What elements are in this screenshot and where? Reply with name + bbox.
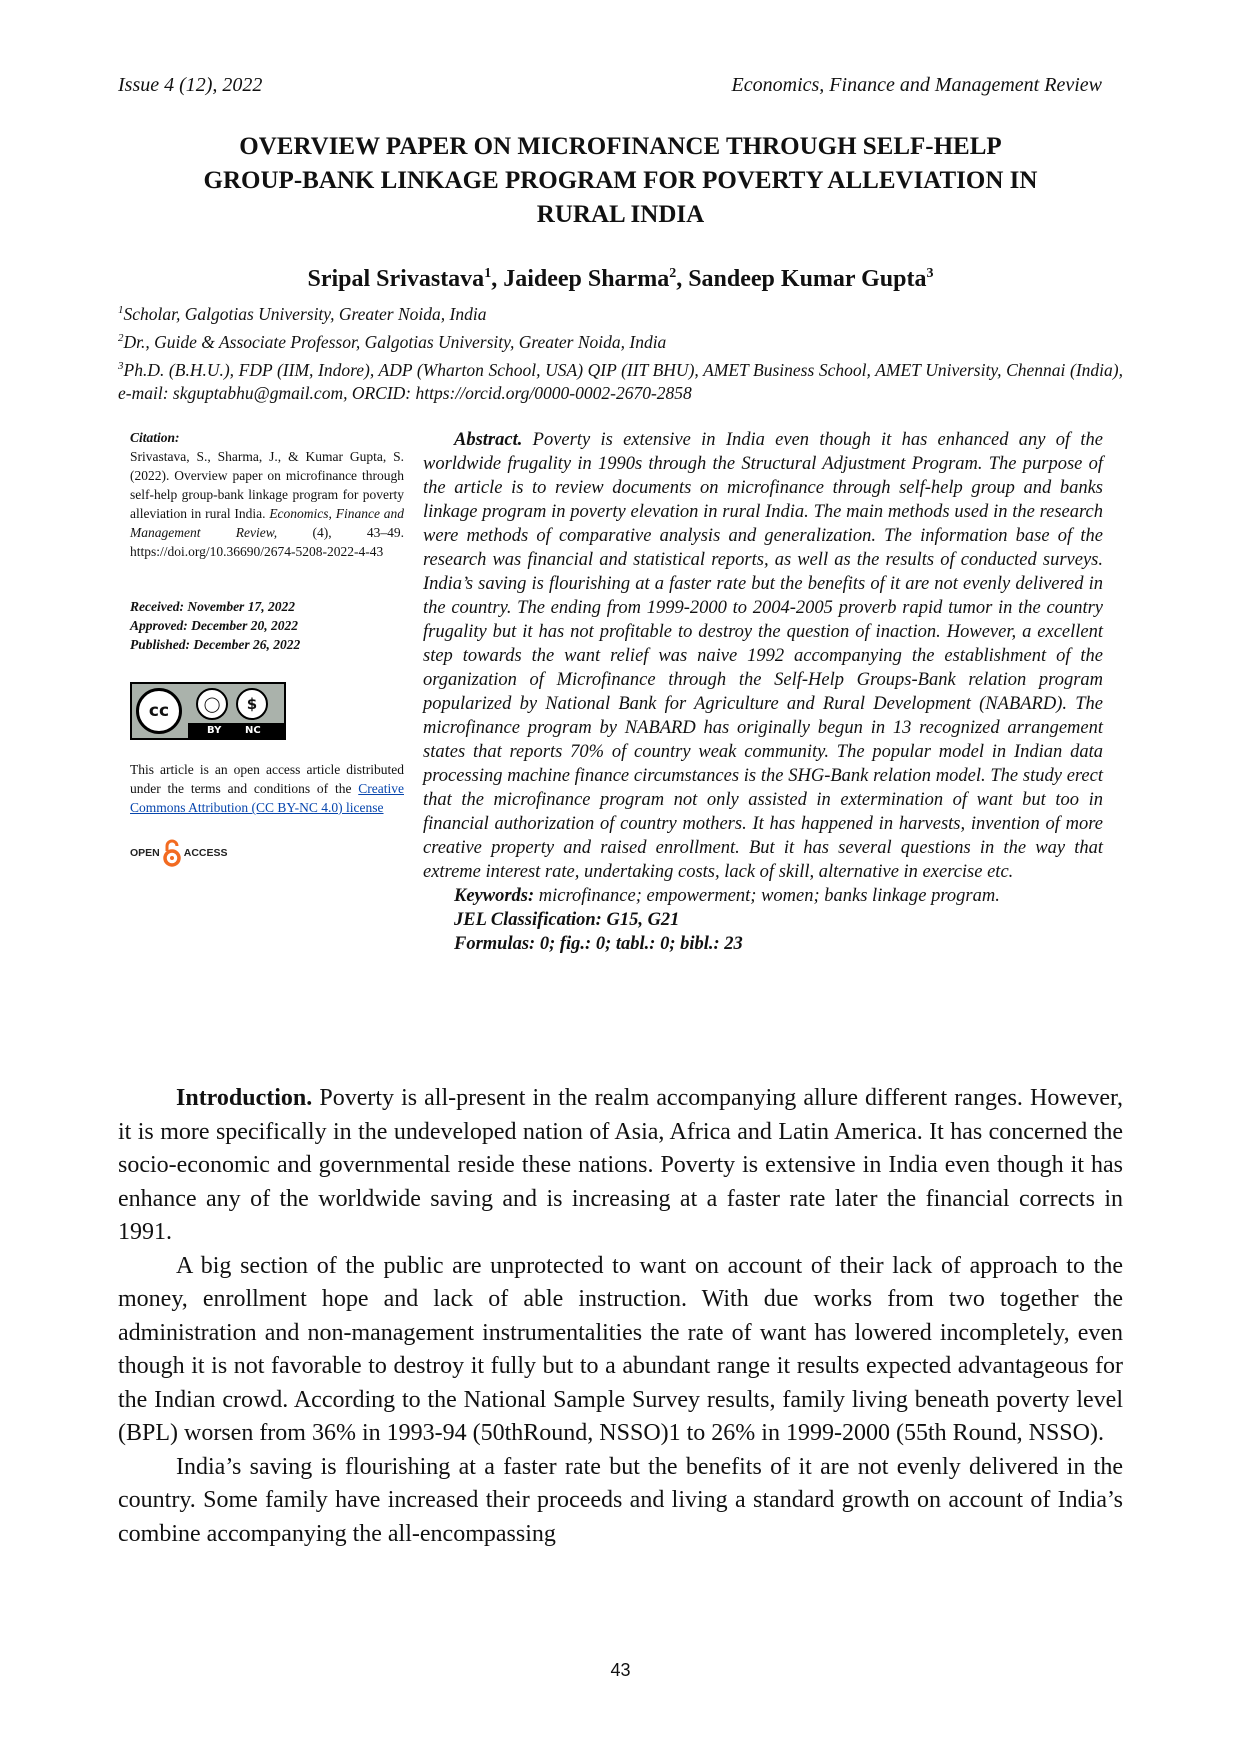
jel-classification: JEL Classification: G15, G21 — [454, 910, 680, 930]
title-line: RURAL INDIA — [536, 201, 705, 228]
abstract-text: Abstract. Poverty is extensive in India even though it has enhanced any of the worldwide frugality in 1990s through the Structural Adjustment Program. The purpose of the article is to review documents on microfinance through self-help group and banks linkage program in poverty elevation in rural India. The main methods used in the research were methods of comparative analysis and generalization. The information base of the research was financial and statistical reports, as well as the results of conducted surveys. India’s saving is flourishing at a faster rate but the benefits of it are not evenly delivered in the country. The ending from 1999-2000 to 2004-2005 proverb rapid tumor in the country frugality but it has not profitable to destroy the question of inaction. However, a excellent step towards the want relief was naive 1992 accompanying the establishment of the organization of Microfinance through the Self-Help Groups-Bank relation program popularized by National Bank for Agriculture and Rural Development (NABARD). The microfinance program by NABARD has originally begun in 13 recognized arrangement states that reports 70% of country weak community. The popular model in Indian data processing machine finance circumstances is the SHG-Bank relation model. The study erect that the microfinance program not only assisted in extermination of want but too in financial authorization of country mothers. It has happened in harvests, invention of more creative property and raised enrollment. But it has several questions in the way that extreme interest rate, undertaking costs, lack of skill, alternative in exercise etc. — [423, 430, 1104, 882]
title-line: GROUP-BANK LINKAGE PROGRAM FOR POVERTY ALLEVIATION IN — [203, 167, 1038, 194]
author-sup: 1 — [484, 266, 492, 281]
citation-label: Citation: — [130, 430, 180, 445]
cc-by-nc-badge-icon — [130, 682, 286, 740]
affiliation: $^2$Dr., Guide & Associate Professor, Galgotias University, Greater Noida, India — [118, 331, 667, 352]
cc-icon: cc — [136, 688, 182, 734]
abstract — [423, 428, 1103, 956]
open-lock-icon — [162, 839, 182, 867]
author-name: Sripal Srivastava — [307, 266, 485, 292]
paragraph: Introduction. Poverty is all-present in the realm accompanying allure different ranges. However, it is more specifically in the undeveloped nation of Asia, Africa and Latin America. It has concerned the socio-economic and governmental reside these nations. Poverty is extensive in India even though it has enhance any of the worldwide saving and is increasing at a faster rate later the financial corrects in 1991. — [118, 1085, 1123, 1245]
article-info-sidebar — [130, 428, 404, 867]
license-link[interactable]: Creative Commons Attribution (CC BY-NC 4.0) license — [130, 781, 404, 815]
author-sup: 3 — [926, 266, 934, 281]
affiliation: $^1$Scholar, Galgotias University, Greater Noida, India — [118, 303, 487, 324]
license-labels: BY NC — [188, 723, 284, 738]
author-list: Sripal Srivastava$^1$, Jaideep Sharma$^2$, Sandeep Kumar Gupta$^3$ — [307, 266, 934, 292]
approved-date: Approved: December 20, 2022 — [130, 618, 298, 633]
formulas-count: Formulas: 0; fig.: 0; tabl.: 0; bibl.: 23 — [454, 934, 743, 954]
open-access-logo: OPEN ACCESS — [130, 839, 404, 867]
citation-text: Srivastava, S., Sharma, J., & Kumar Gupta, S. (2022). Overview paper on microfinance through self-help group-bank linkage program for poverty alleviation in rural India. Economics, Finance and Management Review, (4), 43–49. https://doi.org/10.36690/2674-5208-2022-4-43 — [130, 449, 405, 559]
affiliations — [118, 298, 1123, 405]
published-date: Published: December 26, 2022 — [130, 637, 301, 652]
author-name: Sandeep Kumar Gupta — [688, 266, 927, 292]
license-note: This article is an open access article distributed under the terms and conditions of the Creative Commons Attribution (CC BY-NC 4.0) license — [130, 762, 404, 815]
page-number: 43 — [610, 1660, 631, 1680]
title-line: OVERVIEW PAPER ON MICROFINANCE THROUGH SELF-HELP — [239, 133, 1002, 160]
running-header-issue: Issue 4 (12), 2022 — [118, 74, 263, 96]
paragraph: India’s saving is flourishing at a faster rate but the benefits of it are not evenly delivered in the country. Some family have increased their proceeds and living a standard growth on account of India’s combine accompanying the all-encompassing — [118, 1453, 1123, 1547]
person-icon: ◯ — [196, 688, 228, 720]
dates — [130, 597, 404, 654]
paragraph: A big section of the public are unprotected to want on account of their lack of approach to the money, enrollment hope and lack of able instruction. With due works from two together the administration and non-management instrumentalities the rate of want has lowered incompletely, even though it is not favorable to destroy it fully but to a abundant range it results expected advantageous for the Indian crowd. According to the National Sample Survey results, family living beneath poverty level (BPL) worsen from 36% in 1993-94 (50thRound, NSSO)1 to 26% in 1999-2000 (55th Round, NSSO). — [118, 1252, 1123, 1446]
received-date: Received: November 17, 2022 — [130, 599, 295, 614]
body-text — [118, 1082, 1123, 1551]
running-header-journal: Economics, Finance and Management Review — [731, 74, 1102, 96]
author-sup: 2 — [669, 266, 677, 281]
affiliation: $^3$Ph.D. (B.H.U.), FDP (IIM, Indore), ADP (Wharton School, USA) QIP (IIT BHU), AMET Business School, AMET University, Chennai (India), e-mail: skguptabhu@gmail.com, ORCID: https://orcid.org/0000-0002-2670-2858 — [118, 359, 1123, 404]
section-heading: Introduction. — [176, 1085, 313, 1111]
keywords: Keywords: microfinance; empowerment; women; banks linkage program. — [454, 886, 1000, 906]
paper-title — [118, 130, 1123, 232]
no-dollar-icon: $ — [236, 688, 268, 720]
author-name: Jaideep Sharma — [503, 266, 670, 292]
